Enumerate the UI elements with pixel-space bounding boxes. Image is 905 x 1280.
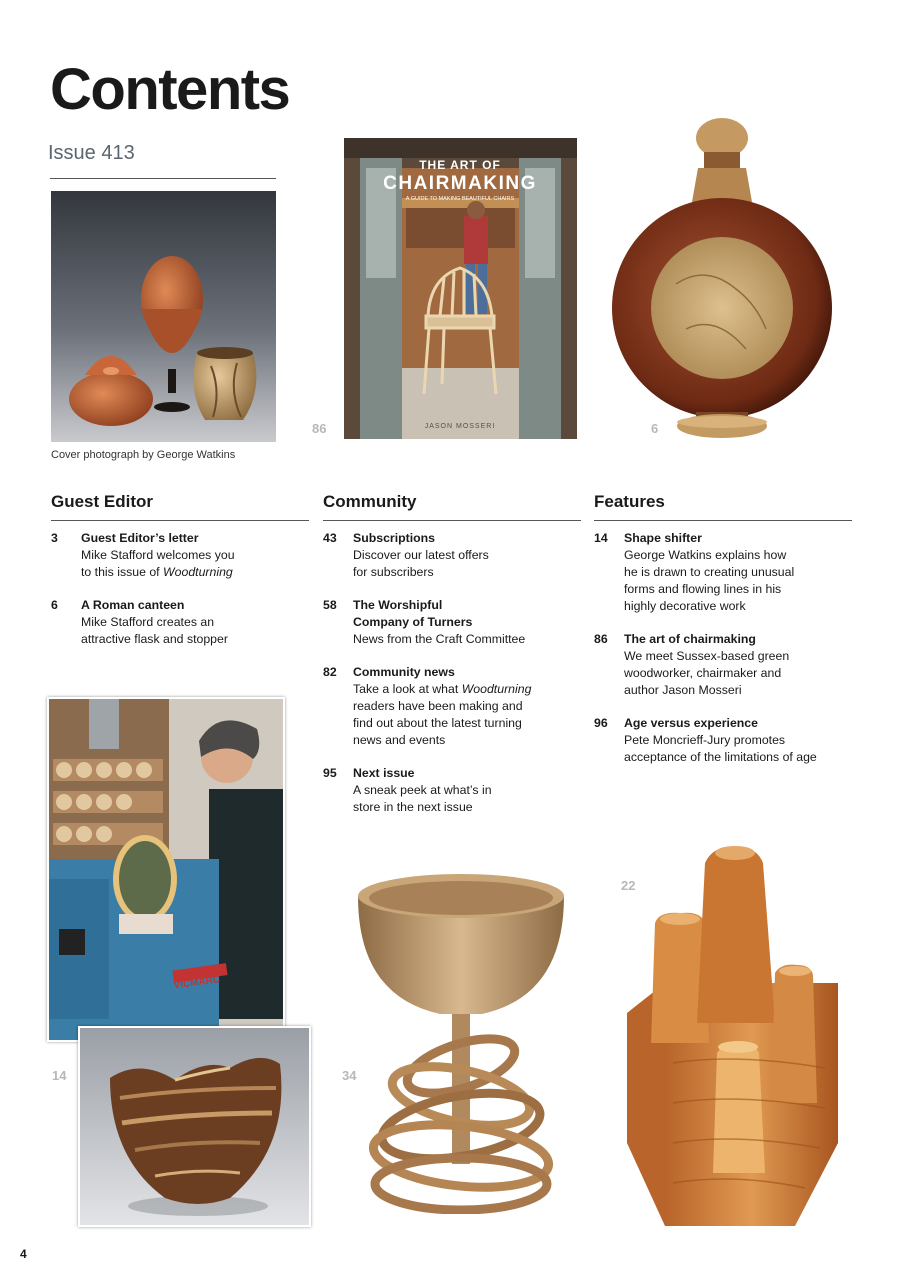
flask-page-number: 6: [651, 421, 659, 436]
entry-page: 86: [594, 632, 608, 646]
goblet-photo: [350, 866, 572, 1214]
entry-page: 58: [323, 598, 337, 612]
page-folio: 4: [20, 1247, 27, 1261]
book-page-number: 86: [312, 421, 327, 436]
entry-description: News from the Craft Committee: [353, 632, 526, 646]
book-title-line1: THE ART OF: [419, 158, 501, 172]
section-community: [323, 492, 581, 832]
bowl-photo: [78, 1026, 311, 1227]
carving-photo: [625, 843, 840, 1226]
toc-entry[interactable]: [594, 715, 852, 766]
section-title: Community: [323, 492, 581, 521]
entry-title: Age versus experience: [624, 716, 758, 730]
issue-divider: [50, 178, 276, 179]
entry-page: 14: [594, 531, 608, 545]
entry-page: 95: [323, 766, 337, 780]
entry-page: 96: [594, 716, 608, 730]
entry-page: 43: [323, 531, 337, 545]
section-title: Guest Editor: [51, 492, 309, 521]
book-cover-photo: [344, 138, 577, 439]
section-guest-editor: [51, 492, 309, 664]
toc-entry[interactable]: [323, 664, 581, 749]
toc-entry[interactable]: [51, 530, 309, 581]
entry-description: Discover our latest offers for subscribers: [353, 548, 489, 579]
toc-entry[interactable]: [594, 530, 852, 615]
entry-title: Guest Editor’s letter: [81, 531, 199, 545]
carving-page-number: 22: [621, 878, 636, 893]
entry-description: Mike Stafford creates an attractive flask and stopper: [81, 615, 228, 646]
flask-photo: [606, 114, 851, 444]
toc-entry[interactable]: [323, 530, 581, 581]
toc-entry[interactable]: [51, 597, 309, 648]
entry-title: A Roman canteen: [81, 598, 185, 612]
goblet-page-number: 34: [342, 1068, 357, 1083]
lathe-brand-label: VICMARC: [172, 974, 221, 992]
section-features: [594, 492, 852, 782]
entry-description: Pete Moncrieff-Jury promotes acceptance of the limitations of age: [624, 733, 817, 764]
entry-title: The Worshipful Company of Turners: [353, 598, 473, 629]
book-title-line2: CHAIRMAKING: [383, 173, 537, 194]
entry-title: Community news: [353, 665, 455, 679]
section-title: Features: [594, 492, 852, 521]
entry-page: 3: [51, 531, 58, 545]
entry-title: Shape shifter: [624, 531, 702, 545]
entry-page: 82: [323, 665, 337, 679]
book-subtitle: A GUIDE TO MAKING BEAUTIFUL CHAIRS: [405, 196, 515, 202]
toc-entry[interactable]: [323, 597, 581, 648]
entry-description: We meet Sussex-based green woodworker, chairmaker and author Jason Mosseri: [624, 649, 790, 697]
entry-description: A sneak peek at what’s in store in the next issue: [353, 783, 492, 814]
entry-page: 6: [51, 598, 58, 612]
book-author: JASON MOSSERI: [424, 423, 496, 430]
lathe-photo: [47, 697, 285, 1042]
toc-entry[interactable]: [594, 631, 852, 699]
toc-entry[interactable]: [323, 765, 581, 816]
entry-description: George Watkins explains how he is drawn to creating unusual forms and flowing lines in his highly decorative work: [624, 548, 795, 613]
issue-number: Issue 413: [48, 142, 135, 164]
entry-description: Mike Stafford welcomes you to this issue of Woodturning: [81, 548, 235, 579]
cover-photo: [51, 191, 276, 442]
entry-title: Subscriptions: [353, 531, 435, 545]
cover-caption: Cover photograph by George Watkins: [51, 449, 236, 461]
entry-title: Next issue: [353, 766, 415, 780]
bowl-page-number: 14: [52, 1068, 67, 1083]
entry-title: The art of chairmaking: [624, 632, 756, 646]
page-title: Contents: [50, 57, 290, 122]
entry-description: Take a look at what Woodturning readers have been making and find out about the latest turning news and events: [353, 682, 532, 747]
